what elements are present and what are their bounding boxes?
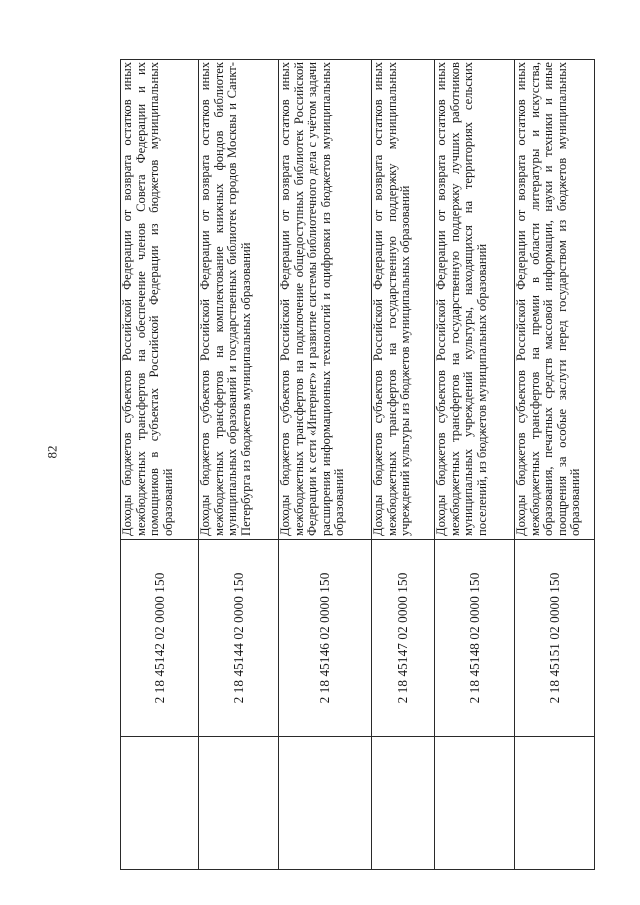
empty-cell xyxy=(121,737,199,870)
income-description: Доходы бюджетов субъектов Российской Федерации от возврата остатков иных межбюджетных трансфертов на обеспечение членов Совета Федерации и их помощников в субъектах Российской Федерации из бюджетов муниципальных образований xyxy=(121,60,199,540)
table-row xyxy=(199,60,279,870)
empty-cell xyxy=(199,737,279,870)
income-description: Доходы бюджетов субъектов Российской Федерации от возврата остатков иных межбюджетных трансфертов на государственную поддержку лучших работников муниципальных учреждений культуры, находящихся на территориях сельских поселений, из бюджетов муниципальных образований xyxy=(435,60,515,540)
empty-cell xyxy=(435,737,515,870)
income-description: Доходы бюджетов субъектов Российской Федерации от возврата остатков иных межбюджетных трансфертов на комплектование книжных фондов библиотек муниципальных образований и государственных библиотек городов Москвы и Санкт-Петербурга из бюджетов муниципальных образований xyxy=(199,60,279,540)
income-description: Доходы бюджетов субъектов Российской Федерации от возврата остатков иных межбюджетных трансфертов на государственную поддержку муниципальных учреждений культуры из бюджетов муниципальных образований xyxy=(372,60,435,540)
table-row xyxy=(515,60,595,870)
table-row xyxy=(372,60,435,870)
budget-code: 2 18 45144 02 0000 150 xyxy=(199,540,279,737)
table-row xyxy=(121,60,199,870)
empty-cell xyxy=(515,737,595,870)
page-number: 82 xyxy=(44,445,60,459)
table-row xyxy=(435,60,515,870)
table-row xyxy=(279,60,372,870)
empty-cell xyxy=(372,737,435,870)
budget-code-table xyxy=(120,59,595,870)
budget-code: 2 18 45151 02 0000 150 xyxy=(515,540,595,737)
rotated-page-content xyxy=(120,60,583,870)
budget-code: 2 18 45148 02 0000 150 xyxy=(435,540,515,737)
budget-code: 2 18 45147 02 0000 150 xyxy=(372,540,435,737)
empty-cell xyxy=(279,737,372,870)
income-description: Доходы бюджетов субъектов Российской Федерации от возврата остатков иных межбюджетных трансфертов на премии в области литературы и искусства, образования, печатных средств массовой информации, науки и техники и иные поощрения за особые заслуги перед государством из бюджетов муниципальных образований xyxy=(515,60,595,540)
budget-code: 2 18 45142 02 0000 150 xyxy=(121,540,199,737)
budget-code: 2 18 45146 02 0000 150 xyxy=(279,540,372,737)
income-description: Доходы бюджетов субъектов Российской Федерации от возврата остатков иных межбюджетных трансфертов на подключение общедоступных библиотек Российской Федерации к сети «Интернет» и развитие системы библиотечного дела с учётом задачи расширения информационных технологий и оцифровки из бюджетов муниципальных образований xyxy=(279,60,372,540)
